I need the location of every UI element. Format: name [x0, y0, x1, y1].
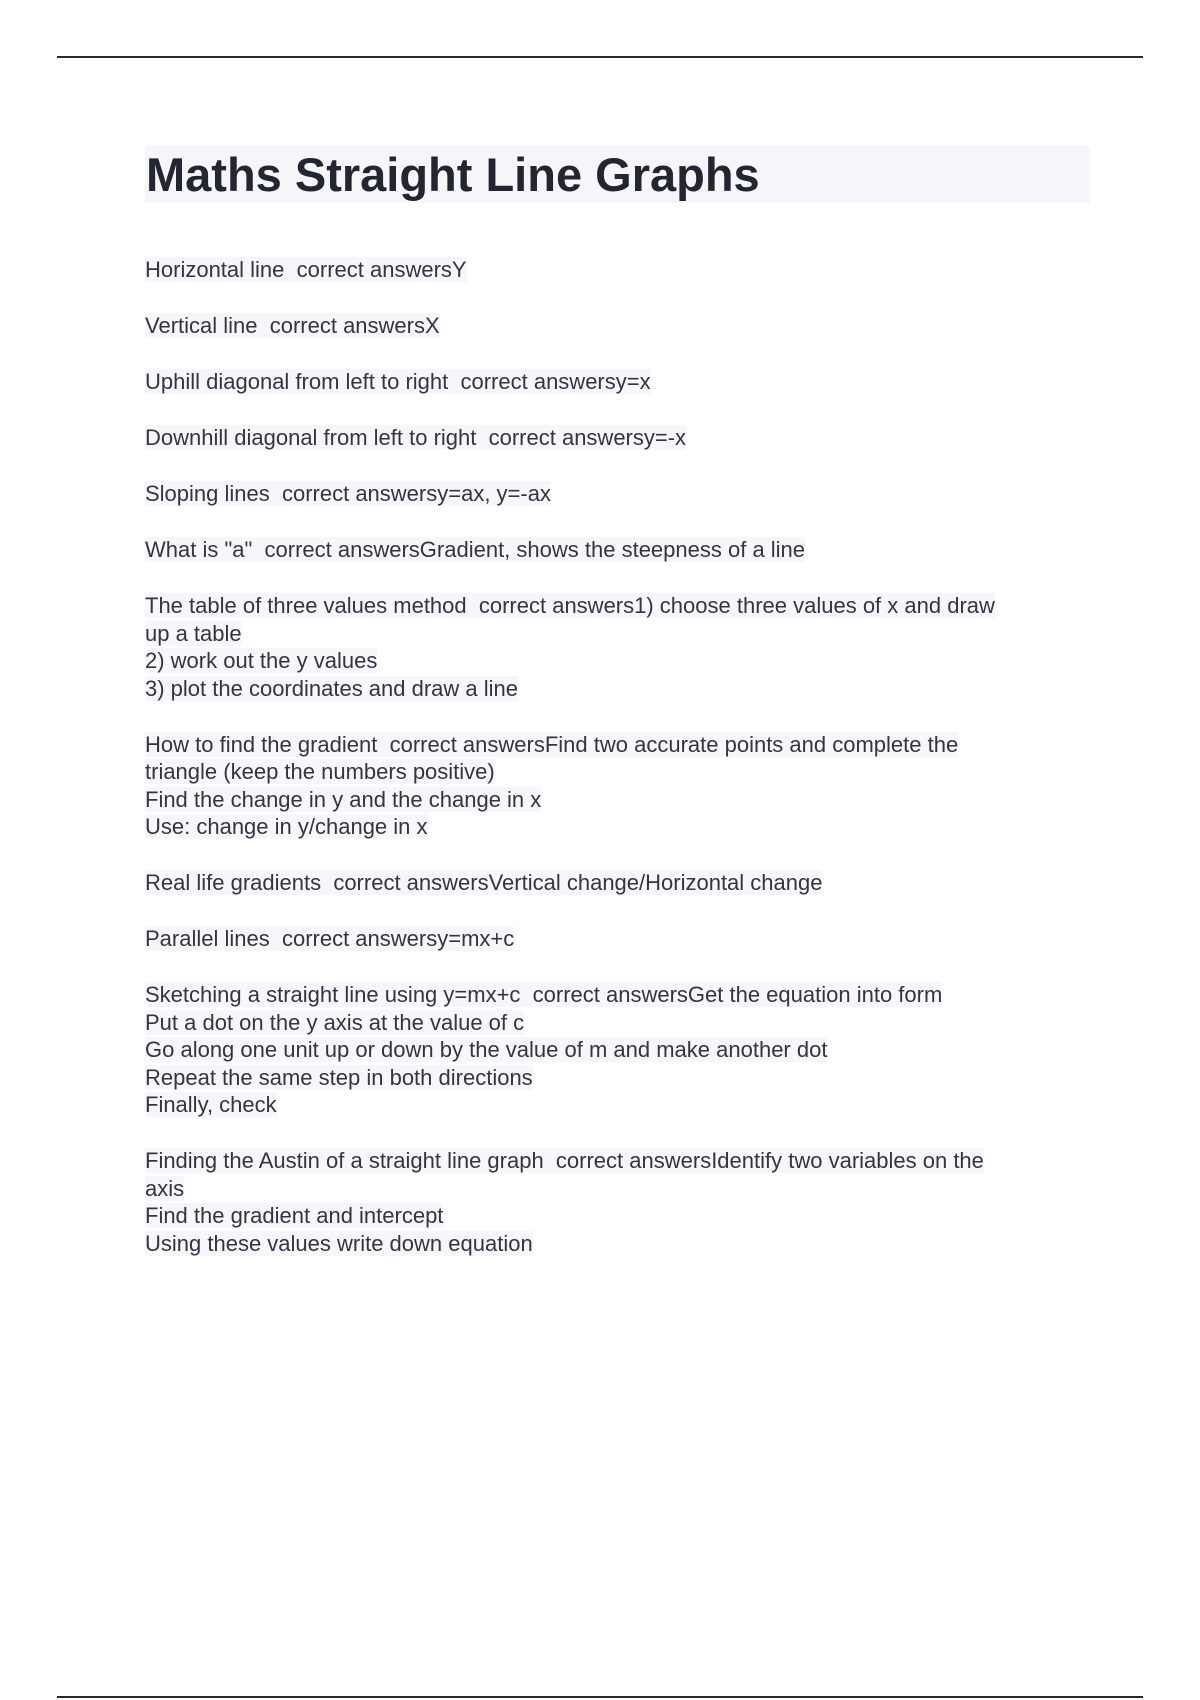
qa-entry-text: Using these values write down equation [145, 1230, 533, 1256]
qa-entry-text: Real life gradients correct answersVertical change/Horizontal change [145, 870, 823, 895]
qa-entry-text: What is "a" correct answersGradient, shows the steepness of a line [145, 537, 806, 562]
qa-entry-text: up a table [145, 620, 242, 646]
qa-entry [145, 1147, 1090, 1257]
qa-entry-line [145, 786, 1090, 814]
qa-entry-text: triangle (keep the numbers positive) [145, 759, 495, 784]
qa-entry [145, 592, 1090, 702]
qa-entry-text: Parallel lines correct answersy=mx+c [145, 926, 515, 951]
qa-entry-text: Sketching a straight line using y=mx+c correct answersGet the equation into form [145, 982, 943, 1007]
qa-entry-line [145, 1064, 1090, 1092]
qa-entry [145, 368, 1090, 396]
top-rule [57, 56, 1143, 58]
qa-entry-line [145, 256, 1090, 284]
qa-entry-text: Downhill diagonal from left to right correct answersy=-x [145, 425, 687, 450]
qa-entry-line [145, 731, 1090, 759]
qa-entry-line [145, 869, 1090, 897]
qa-entry-text: Sloping lines correct answersy=ax, y=-ax [145, 481, 551, 506]
qa-entry [145, 480, 1090, 508]
qa-entry-text: axis [145, 1175, 185, 1201]
qa-entry-line [145, 536, 1090, 564]
qa-entry-text: 2) work out the y values [145, 648, 378, 673]
qa-entry-line [145, 647, 1090, 675]
qa-list [145, 256, 1090, 1257]
qa-entry-line [145, 1175, 1090, 1203]
qa-entry-text: Horizontal line correct answersY [145, 257, 467, 282]
qa-entry [145, 312, 1090, 340]
qa-entry-text: Find the gradient and intercept [145, 1203, 444, 1228]
qa-entry [145, 424, 1090, 452]
document-body [145, 146, 1090, 1286]
qa-entry-line [145, 1230, 1090, 1258]
qa-entry-line [145, 592, 1090, 620]
qa-entry-text: Use: change in y/change in x [145, 814, 428, 839]
qa-entry [145, 925, 1090, 953]
qa-entry-text: Finally, check [145, 1092, 277, 1117]
qa-entry-text: Find the change in y and the change in x [145, 786, 542, 812]
qa-entry-text: Vertical line correct answersX [145, 313, 440, 338]
qa-entry-line [145, 424, 1090, 452]
qa-entry-text: Go along one unit up or down by the value of m and make another dot [145, 1037, 828, 1062]
qa-entry-text: Put a dot on the y axis at the value of c [145, 1009, 525, 1035]
qa-entry-line [145, 1147, 1090, 1175]
qa-entry-line [145, 981, 1090, 1009]
qa-entry-line [145, 813, 1090, 841]
qa-entry-line [145, 1036, 1090, 1064]
qa-entry [145, 536, 1090, 564]
qa-entry-text: 3) plot the coordinates and draw a line [145, 675, 519, 701]
qa-entry-line [145, 758, 1090, 786]
qa-entry [145, 869, 1090, 897]
document-title: Maths Straight Line Graphs [145, 146, 1090, 203]
qa-entry-text: Repeat the same step in both directions [145, 1064, 533, 1090]
qa-entry-line [145, 480, 1090, 508]
qa-entry-text: Uphill diagonal from left to right correct answersy=x [145, 369, 651, 394]
qa-entry-line [145, 312, 1090, 340]
qa-entry-line [145, 1009, 1090, 1037]
qa-entry [145, 731, 1090, 841]
qa-entry-line [145, 1091, 1090, 1119]
qa-entry-line [145, 620, 1090, 648]
qa-entry [145, 256, 1090, 284]
qa-entry-line [145, 925, 1090, 953]
bottom-rule [57, 1696, 1143, 1698]
qa-entry-line [145, 675, 1090, 703]
qa-entry-text: How to find the gradient correct answersFind two accurate points and complete the [145, 731, 959, 757]
qa-entry-text: The table of three values method correct answers1) choose three values of x and draw [145, 593, 995, 618]
qa-entry [145, 981, 1090, 1119]
qa-entry-line [145, 1202, 1090, 1230]
qa-entry-text: Finding the Austin of a straight line graph correct answersIdentify two variables on the [145, 1148, 984, 1173]
qa-entry-line [145, 368, 1090, 396]
